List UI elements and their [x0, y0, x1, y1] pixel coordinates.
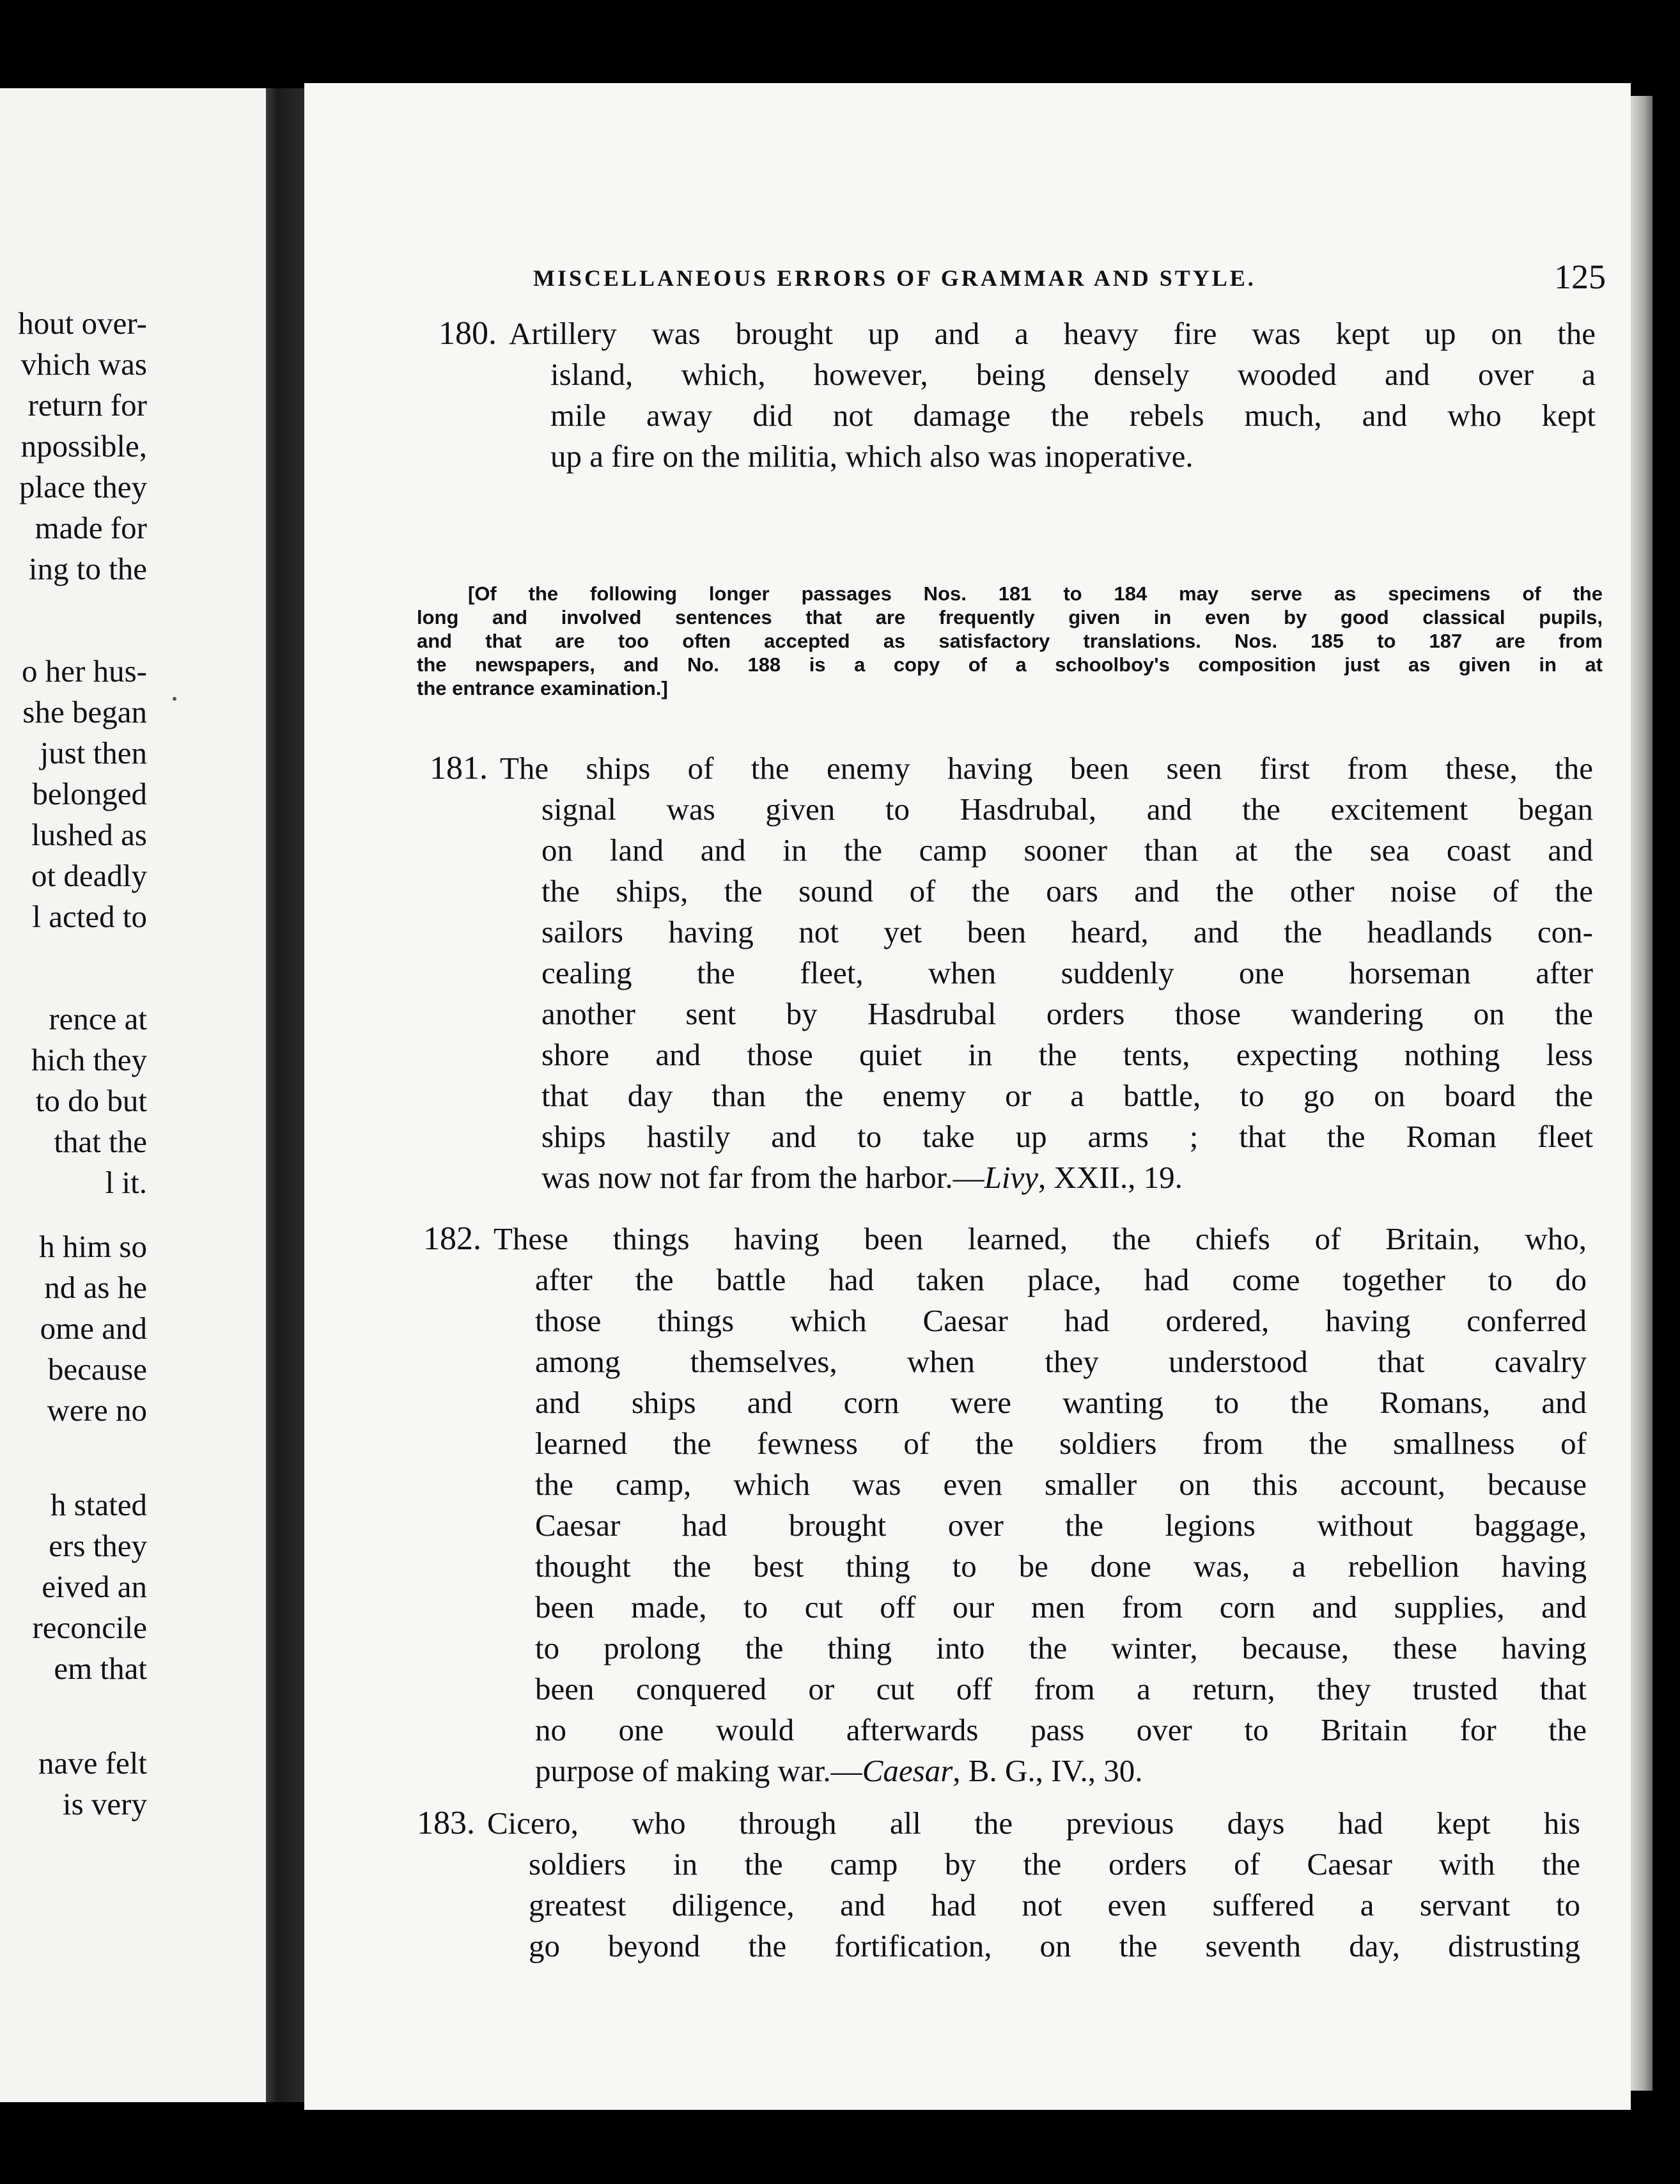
left-page-line: vhich was: [20, 347, 147, 382]
entry-line: after the battle had taken place, had come together to do: [535, 1262, 1587, 1297]
entry-line: been conquered or cut off from a return, they trusted that: [535, 1671, 1587, 1706]
entry-number: 183.: [417, 1805, 475, 1841]
entry-line: the ships, the sound of the oars and the other noise of the: [541, 873, 1593, 909]
entry-line: been made, to cut off our men from corn and supplies, and: [535, 1589, 1587, 1625]
left-page-line: npossible,: [20, 428, 147, 464]
entry-number: 182.: [423, 1221, 481, 1257]
left-page-line: em that: [54, 1651, 147, 1686]
left-page-line: h him so: [39, 1229, 147, 1264]
entry-number: 180.: [439, 315, 497, 352]
entry-182: [423, 1219, 1587, 1791]
entry-line: mile away did not damage the rebels much, and who kept: [550, 398, 1596, 433]
ink-speck: [173, 697, 176, 701]
left-page-line: ing to the: [28, 551, 147, 586]
note-line: long and involved sentences that are frequently given in even by good classical pupils,: [417, 606, 1603, 628]
page-number: 125: [1554, 258, 1606, 296]
entry-line-citation: [541, 1157, 1593, 1198]
left-page-line: made for: [35, 510, 147, 545]
left-page-line: is very: [63, 1786, 147, 1821]
entry-line: Cicero, who through all the previous days had kept his: [487, 1806, 1580, 1841]
entry-line: The ships of the enemy having been seen first from these, the: [500, 751, 1593, 786]
entry-180: [439, 313, 1596, 477]
entry-line: up a fire on the militia, which also was inoperative.: [550, 439, 1194, 474]
left-page-line: nd as he: [44, 1270, 147, 1305]
entry-line: learned the fewness of the soldiers from the smallness of: [535, 1426, 1587, 1461]
left-page-line: ot deadly: [31, 858, 147, 893]
left-page-line: l acted to: [32, 899, 147, 934]
entry-line: among themselves, when they understood that cavalry: [535, 1344, 1587, 1379]
left-page-line: o her hus-: [22, 653, 147, 689]
entry-line: the camp, which was even smaller on this account, because: [535, 1467, 1587, 1502]
left-page-line: hich they: [31, 1042, 147, 1077]
page-edge: [1631, 96, 1653, 2091]
left-page-line: ers they: [49, 1528, 147, 1563]
left-page-line: hout over-: [18, 306, 147, 341]
left-page-line: h stated: [50, 1487, 147, 1522]
entry-line: those things which Caesar had ordered, having conferred: [535, 1303, 1587, 1338]
left-page-line: eived an: [42, 1569, 147, 1604]
left-page-line: were no: [47, 1392, 147, 1428]
entry-line: Caesar had brought over the legions without baggage,: [535, 1508, 1587, 1543]
entry-line: on land and in the camp sooner than at the sea coast and: [541, 832, 1593, 868]
left-page-line: to do but: [35, 1083, 147, 1118]
entry-line: island, which, however, being densely wooded and over a: [550, 357, 1596, 392]
left-page-line: return for: [27, 387, 147, 423]
note-line: [Of the following longer passages Nos. 181 to 184 may serve as specimens of the: [468, 582, 1603, 605]
entry-line: signal was given to Hasdrubal, and the excitement began: [541, 792, 1593, 827]
entry-number: 181.: [430, 750, 488, 786]
entry-line: to prolong the thing into the winter, because, these having: [535, 1630, 1587, 1665]
entry-181: [430, 748, 1593, 1198]
left-page-line: reconcile: [32, 1610, 147, 1645]
entry-line: soldiers in the camp by the orders of Caesar with the: [529, 1846, 1580, 1882]
entry-line: greatest diligence, and had not even suffered a servant to: [529, 1887, 1580, 1923]
book-gutter: [266, 88, 304, 2102]
entry-line: go beyond the fortification, on the seventh day, distrusting: [529, 1928, 1580, 1963]
left-page: [0, 88, 266, 2102]
entry-line: another sent by Hasdrubal orders those wandering on the: [541, 996, 1593, 1031]
running-head: [533, 257, 1614, 308]
left-page-line: because: [47, 1352, 147, 1387]
entry-line-citation: [535, 1751, 1587, 1791]
entry-line: cealing the fleet, when suddenly one horseman after: [541, 955, 1593, 990]
left-page-line: belonged: [32, 776, 147, 811]
note-line: the entrance examination.]: [417, 677, 668, 699]
left-page-line: l it.: [105, 1165, 147, 1200]
left-page-line: she began: [22, 694, 147, 729]
left-page-line: lushed as: [31, 817, 147, 852]
note-line: and that are too often accepted as satisfactory translations. Nos. 185 to 187 are from: [417, 630, 1603, 652]
right-page: [304, 83, 1631, 2110]
note-line: the newspapers, and No. 188 is a copy of a schoolboy's composition just as given in at: [417, 653, 1603, 676]
editorial-note: [417, 582, 1603, 700]
entry-183: [417, 1803, 1580, 1967]
citation-text: purpose of making war.—: [535, 1753, 862, 1788]
entry-line: ships hastily and to take up arms ; that the Roman fleet: [541, 1119, 1593, 1154]
left-page-line: rence at: [49, 1001, 147, 1036]
entry-line: Artillery was brought up and a heavy fire was kept up on the: [509, 316, 1596, 351]
citation-source: Livy: [984, 1160, 1039, 1195]
left-page-line: that the: [54, 1124, 147, 1159]
left-page-line: just then: [40, 735, 147, 770]
citation-reference: , B. G., IV., 30.: [953, 1753, 1143, 1788]
left-page-line: nave felt: [38, 1745, 147, 1781]
entry-line: shore and those quiet in the tents, expecting nothing less: [541, 1037, 1593, 1072]
entry-line: and ships and corn were wanting to the Romans, and: [535, 1385, 1587, 1420]
entry-line: sailors having not yet been heard, and the headlands con-: [541, 914, 1593, 949]
citation-reference: , XXII., 19.: [1038, 1160, 1183, 1195]
entry-line: thought the best thing to be done was, a rebellion having: [535, 1548, 1587, 1584]
left-page-line: ome and: [40, 1311, 147, 1346]
entry-line: These things having been learned, the chiefs of Britain, who,: [494, 1221, 1587, 1256]
left-page-line: place they: [19, 469, 147, 504]
running-title: MISCELLANEOUS ERRORS OF GRAMMAR AND STYLE.: [533, 265, 1256, 291]
citation-text: was now not far from the harbor.—: [541, 1160, 984, 1195]
citation-source: Caesar: [862, 1753, 953, 1788]
entry-line: no one would afterwards pass over to Britain for the: [535, 1712, 1587, 1747]
entry-line: that day than the enemy or a battle, to go on board the: [541, 1078, 1593, 1113]
